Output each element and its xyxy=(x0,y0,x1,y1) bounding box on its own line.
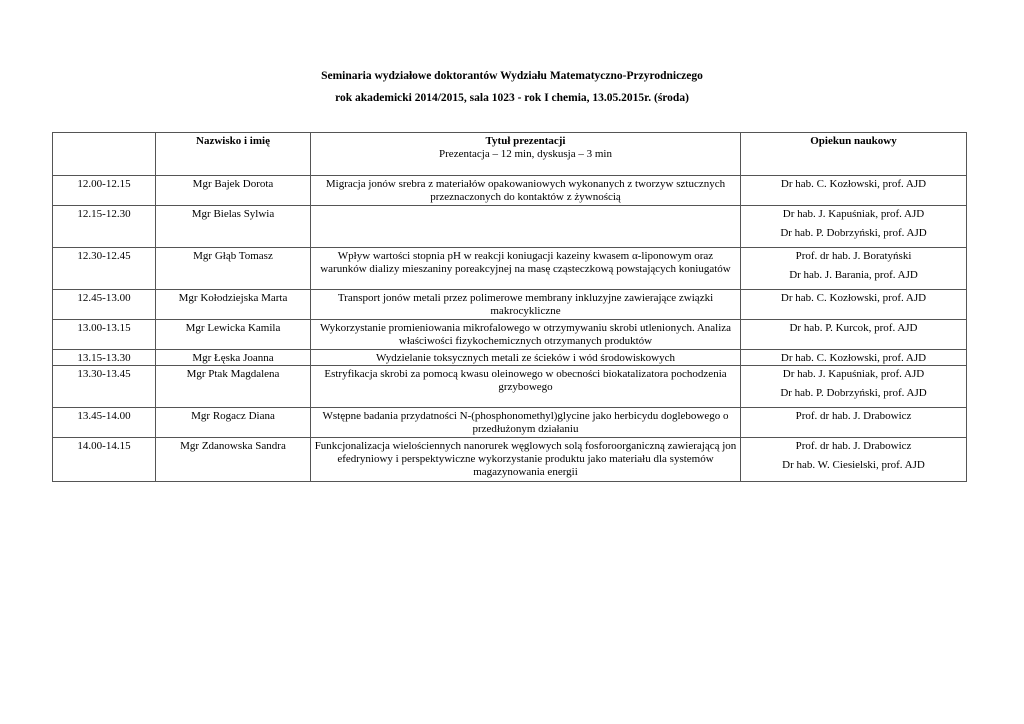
header-supervisor xyxy=(741,133,967,176)
supervisor-name: Dr hab. C. Kozłowski, prof. AJD xyxy=(780,292,927,304)
supervisor-cell xyxy=(741,408,967,438)
name-cell: Mgr Łęska Joanna xyxy=(156,350,311,366)
document-title: Seminaria wydziałowe doktorantów Wydziału Matematyczno-Przyrodniczego xyxy=(321,70,703,82)
time-cell: 13.30-13.45 xyxy=(53,366,156,408)
title-cell: Wydzielanie toksycznych metali ze ścieków i wód środowiskowych xyxy=(311,350,741,366)
name-cell: Mgr Lewicka Kamila xyxy=(156,320,311,350)
time-cell: 13.00-13.15 xyxy=(53,320,156,350)
header-name-label: Nazwisko i imię xyxy=(196,135,270,147)
name-cell: Mgr Ptak Magdalena xyxy=(156,366,311,408)
supervisor-name: Dr hab. P. Dobrzyński, prof. AJD xyxy=(780,227,927,239)
time-cell: 13.15-13.30 xyxy=(53,350,156,366)
supervisor-cell xyxy=(741,320,967,350)
header-time xyxy=(53,133,156,176)
time-cell: 12.00-12.15 xyxy=(53,176,156,206)
supervisor-name: Dr hab. J. Kapuśniak, prof. AJD xyxy=(782,368,925,380)
supervisor-cell xyxy=(741,176,967,206)
document-subtitle: rok akademicki 2014/2015, sala 1023 - rok I chemia, 13.05.2015r. (środa) xyxy=(335,92,689,104)
supervisor-cell xyxy=(741,366,967,408)
table-row xyxy=(53,206,967,248)
table-row xyxy=(53,366,967,408)
table-row xyxy=(53,290,967,320)
name-cell: Mgr Kołodziejska Marta xyxy=(156,290,311,320)
header-name xyxy=(156,133,311,176)
table-row xyxy=(53,248,967,290)
table-row xyxy=(53,350,967,366)
supervisor-name: Dr hab. W. Ciesielski, prof. AJD xyxy=(782,459,925,471)
supervisor-name: Dr hab. J. Kapuśniak, prof. AJD xyxy=(782,208,925,220)
table-row xyxy=(53,320,967,350)
title-cell: Estryfikacja skrobi za pomocą kwasu oleinowego w obecności biokatalizatora pochodzenia grzybowego xyxy=(311,366,741,408)
header-supervisor-label: Opiekun naukowy xyxy=(810,135,897,147)
time-cell: 12.15-12.30 xyxy=(53,206,156,248)
title-cell: Wpływ wartości stopnia pH w reakcji koniugacji kazeiny kwasem α-liponowym oraz warunków dializy mieszaniny poreakcyjnej na masę cząsteczkową powstających koniugatów xyxy=(311,248,741,290)
name-cell: Mgr Głąb Tomasz xyxy=(156,248,311,290)
header-title-label: Tytuł prezentacji xyxy=(485,135,566,147)
supervisor-cell xyxy=(741,350,967,366)
supervisor-name: Dr hab. C. Kozłowski, prof. AJD xyxy=(780,352,927,364)
table-header-row xyxy=(53,133,967,176)
time-cell: 14.00-14.15 xyxy=(53,438,156,482)
header-title xyxy=(311,133,741,176)
supervisor-cell xyxy=(741,248,967,290)
table-row xyxy=(53,176,967,206)
time-cell: 13.45-14.00 xyxy=(53,408,156,438)
title-cell: Migracja jonów srebra z materiałów opakowaniowych wykonanych z tworzyw sztucznych przeznaczonych do kontaktów z żywnością xyxy=(311,176,741,206)
supervisor-name: Prof. dr hab. J. Drabowicz xyxy=(795,440,912,452)
supervisor-cell xyxy=(741,206,967,248)
supervisor-name: Prof. dr hab. J. Boratyński xyxy=(795,250,912,262)
supervisor-name: Dr hab. J. Barania, prof. AJD xyxy=(789,269,918,281)
supervisor-cell xyxy=(741,290,967,320)
table-row xyxy=(53,408,967,438)
title-cell: Transport jonów metali przez polimerowe membrany inkluzyjne zawierające związki makrocykliczne xyxy=(311,290,741,320)
name-cell: Mgr Bajek Dorota xyxy=(156,176,311,206)
name-cell: Mgr Rogacz Diana xyxy=(156,408,311,438)
supervisor-name: Dr hab. C. Kozłowski, prof. AJD xyxy=(780,178,927,190)
name-cell: Mgr Bielas Sylwia xyxy=(156,206,311,248)
title-cell: Wykorzystanie promieniowania mikrofalowego w otrzymywaniu skrobi utlenionych. Analiza właściwości fizykochemicznych otrzymanych produktów xyxy=(311,320,741,350)
header-title-sub: Prezentacja – 12 min, dyskusja – 3 min xyxy=(439,148,612,160)
schedule-table xyxy=(52,132,967,482)
supervisor-name: Dr hab. P. Kurcok, prof. AJD xyxy=(789,322,918,334)
supervisor-name: Dr hab. P. Dobrzyński, prof. AJD xyxy=(780,387,927,399)
table-row xyxy=(53,438,967,482)
time-cell: 12.45-13.00 xyxy=(53,290,156,320)
title-cell: Wstępne badania przydatności N-(phosphonomethyl)glycine jako herbicydu doglebowego o przedłużonym działaniu xyxy=(311,408,741,438)
time-cell: 12.30-12.45 xyxy=(53,248,156,290)
title-cell xyxy=(311,206,741,248)
name-cell: Mgr Zdanowska Sandra xyxy=(156,438,311,482)
supervisor-cell xyxy=(741,438,967,482)
title-cell: Funkcjonalizacja wielościennych nanorurek węglowych solą fosforoorganiczną zawierającą jon efedryniowy i perspektywiczne wykorzystanie produktu jako materiału dla systemów magazynowania energii xyxy=(311,438,741,482)
supervisor-name: Prof. dr hab. J. Drabowicz xyxy=(795,410,912,422)
